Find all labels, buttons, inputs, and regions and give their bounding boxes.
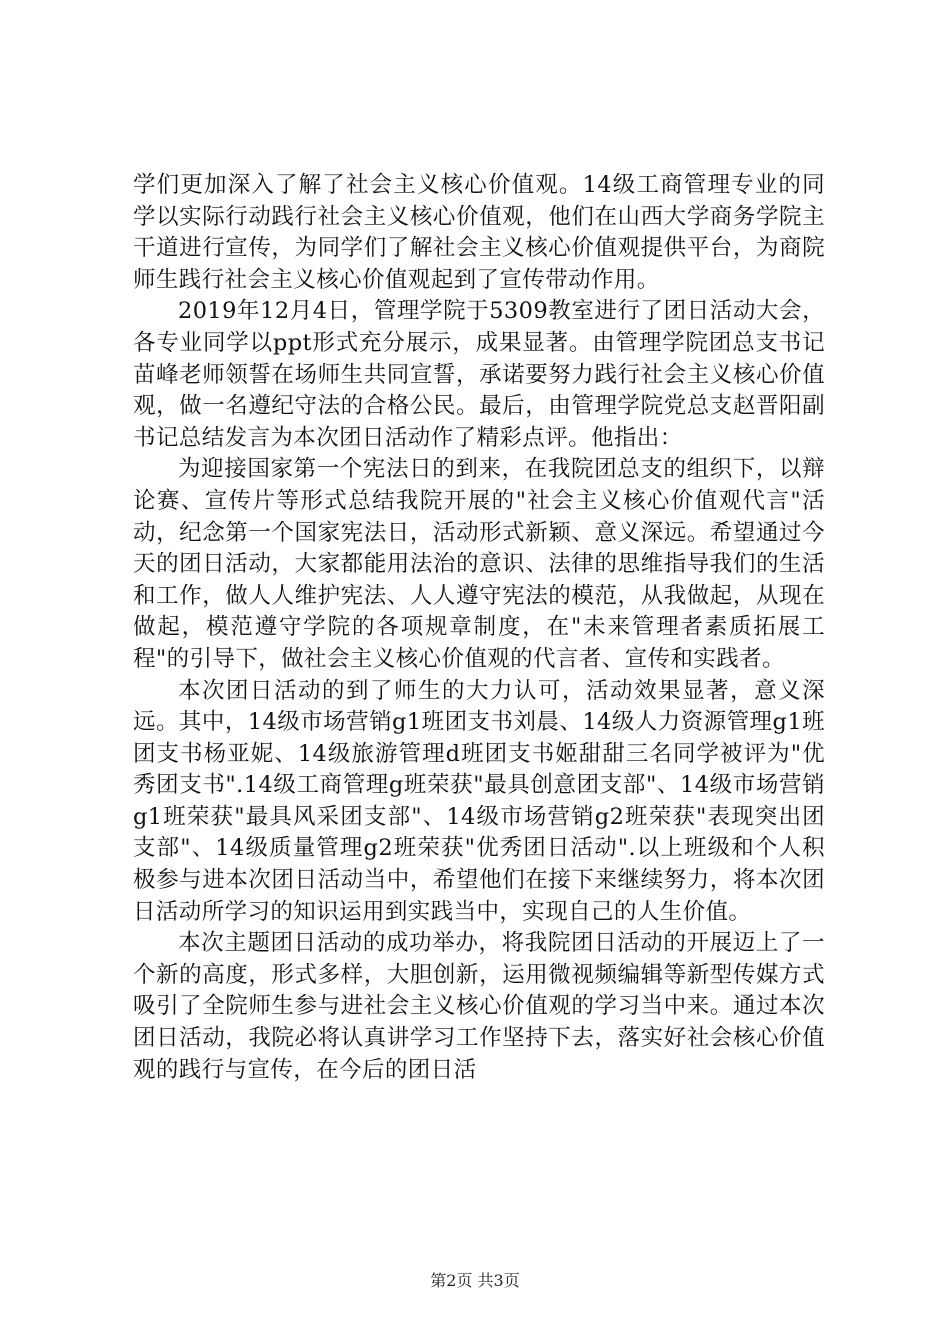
paragraph-meeting: 2019年12月4日，管理学院于5309教室进行了团日活动大会，各专业同学以ppt形式充分展示，成果显著。由管理学院团总支书记苗峰老师领誓在场师生共同宣誓，承诺要努力践行社会主义核心价值观，做一名遵纪守法的合格公民。最后，由管理学院党总支赵晋阳副书记总结发言为本次团日活动作了精彩点评。他指出： xyxy=(133,298,825,451)
paragraph-continued: 学们更加深入了解了社会主义核心价值观。14级工商管理专业的同学以实际行动践行社会主义核心价值观，他们在山西大学商务学院主干道进行宣传，为同学们了解社会主义核心价值观提供平台，为商院师生践行社会主义核心价值观起到了宣传带动作用。 xyxy=(133,172,825,293)
document-body xyxy=(133,170,825,1086)
paragraph-awards: 本次团日活动的到了师生的大力认可，活动效果显著，意义深远。其中，14级市场营销g1班团支书刘晨、14级人力资源管理g1班团支书杨亚妮、14级旅游管理d班团支书姬甜甜三名同学被评为"优秀团支书".14级工商管理g班荣获"最具创意团支部"、14级市场营销g1班荣获"最具风采团支部"、14级市场营销g2班荣获"表现突出团支部"、14级质量管理g2班荣获"优秀团日活动".以上班级和个人积极参与进本次团日活动当中，希望他们在接下来继续努力，将本次团日活动所学习的知识运用到实践当中，实现自己的人生价值。 xyxy=(133,677,825,925)
paragraph-speech: 为迎接国家第一个宪法日的到来，在我院团总支的组织下，以辩论赛、宣传片等形式总结我院开展的"社会主义核心价值观代言"活动，纪念第一个国家宪法日，活动形式新颖、意义深远。希望通过今天的团日活动，大家都能用法治的意识、法律的思维指导我们的生活和工作，做人人维护宪法、人人遵守宪法的模范，从我做起，从现在做起，模范遵守学院的各项规章制度，在"未来管理者素质拓展工程"的引导下，做社会主义核心价值观的代言者、宣传和实践者。 xyxy=(133,456,825,672)
paragraph-conclusion: 本次主题团日活动的成功举办，将我院团日活动的开展迈上了一个新的高度，形式多样，大胆创新，运用微视频编辑等新型传媒方式吸引了全院师生参与进社会主义核心价值观的学习当中来。通过本次团日活动，我院必将认真讲学习工作坚持下去，落实好社会核心价值观的践行与宣传，在今后的团日活 xyxy=(133,930,825,1083)
page-number-footer: 第2页 共3页 xyxy=(430,1271,520,1290)
